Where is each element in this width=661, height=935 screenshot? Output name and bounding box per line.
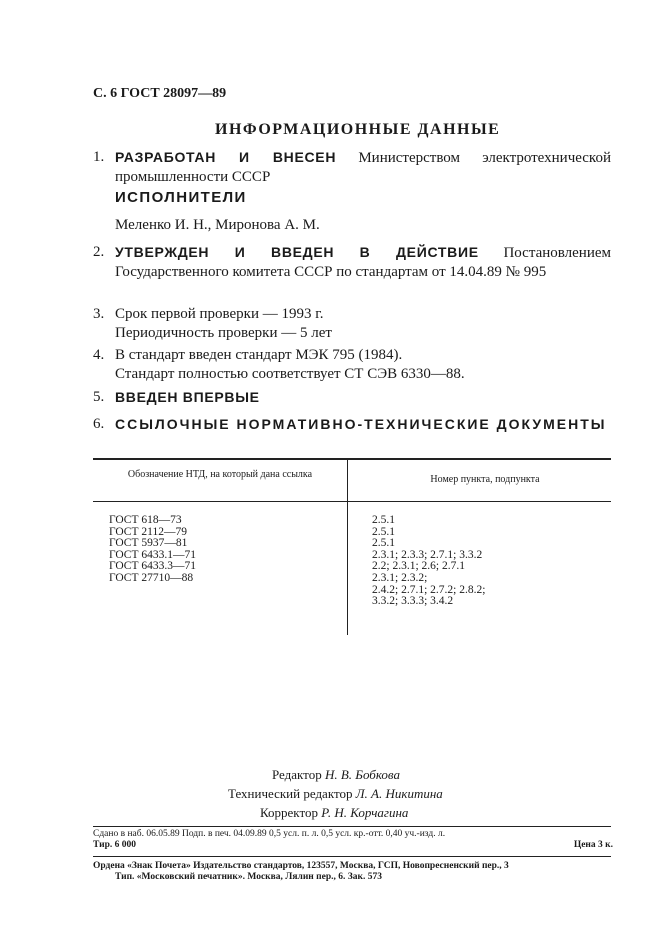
item-caps: ССЫЛОЧНЫЕ НОРМАТИВНО-ТЕХНИЧЕСКИЕ ДОКУМЕНТЫ — [115, 416, 607, 432]
table-cell: ГОСТ 618—73 — [109, 514, 182, 526]
imprint-line-1: Сдано в наб. 06.05.89 Подп. в печ. 04.09.89 0,5 усл. п. л. 0,5 усл. кр.-отт. 0,40 уч.-изд. л. — [93, 829, 446, 839]
item-text — [115, 243, 611, 282]
item-number: 4. — [93, 347, 105, 363]
executors-names: Меленко И. Н., Миронова А. М. — [115, 217, 320, 233]
table-cell: 3.3.2; 3.3.3; 3.4.2 — [372, 595, 454, 608]
table-cell: 2.5.1 — [372, 537, 395, 550]
table-cell: ГОСТ 6433.1—71 — [109, 548, 197, 561]
imprint-publisher: Ордена «Знак Почета» Издательство стандартов, 123557, Москва, ГСП, Новопресненский пер., 3 — [93, 861, 509, 871]
editor-name: Н. В. Бобкова — [324, 767, 400, 782]
table-header-col1: Обозначение НТД, на который дана ссылка — [127, 469, 313, 480]
item-number: 3. — [93, 306, 105, 322]
item-number: 6. — [93, 416, 105, 432]
tech-editor-name: Л. А. Никитина — [355, 786, 443, 801]
tech-editor-label: Технический редактор — [228, 786, 353, 801]
page-header: С. 6 ГОСТ 28097—89 — [93, 86, 227, 101]
info-item-3 — [93, 305, 611, 343]
table-cell: 2.3.1; 2.3.2; — [372, 571, 428, 584]
table-header-col2: Номер пункта, подпункта — [430, 474, 540, 485]
table-cell: 2.4.2; 2.7.1; 2.7.2; 2.8.2; — [372, 583, 486, 596]
item-number: 2. — [93, 244, 105, 260]
imprint-top-rule — [93, 826, 611, 827]
imprint-price: Цена 3 к. — [573, 840, 613, 850]
item-text — [115, 415, 611, 435]
table-top-rule — [93, 458, 611, 460]
info-item-2 — [93, 243, 611, 282]
table-cell: ГОСТ 2112—79 — [109, 525, 187, 538]
table-cell: ГОСТ 6433.3—71 — [109, 560, 197, 573]
item-line-2: Стандарт полностью соответствует СТ СЭВ 6330—88. — [115, 366, 465, 382]
table-cell: 2.5.1 — [372, 525, 395, 538]
item-line-2: Периодичность проверки — 5 лет — [115, 325, 332, 341]
executors-heading: ИСПОЛНИТЕЛИ — [115, 189, 247, 206]
info-item-6 — [93, 415, 611, 435]
table-cell: 2.5.1 — [372, 514, 395, 526]
imprint-printer: Тип. «Московский печатник». Москва, Лялин пер., 6. Зак. 573 — [115, 872, 382, 882]
table-cell: 2.3.1; 2.3.3; 2.7.1; 3.3.2 — [372, 548, 483, 561]
item-number: 5. — [93, 389, 105, 405]
item-caps: РАЗРАБОТАН И ВНЕСЕН — [115, 149, 337, 165]
item-line-1: В стандарт введен стандарт МЭК 795 (1984). — [115, 347, 403, 363]
table-cell: ГОСТ 27710—88 — [109, 571, 194, 584]
table-col2 — [372, 515, 485, 608]
table-header-rule — [93, 501, 611, 502]
table-col1 — [109, 515, 196, 585]
credits — [200, 765, 500, 822]
imprint-block-2 — [93, 861, 613, 883]
item-caps: ВВЕДЕН ВПЕРВЫЕ — [115, 389, 260, 405]
item-rest: Министерством электротехнической промышленности СССР — [115, 150, 611, 185]
editor-label: Редактор — [272, 767, 322, 782]
corrector-label: Корректор — [260, 805, 318, 820]
corrector-name: Р. Н. Корчагина — [321, 805, 409, 820]
info-item-5 — [93, 388, 611, 408]
item-line-1: Срок первой проверки — 1993 г. — [115, 306, 324, 322]
item-caps: УТВЕРЖДЕН И ВВЕДЕН В ДЕЙСТВИЕ — [115, 244, 479, 260]
info-item-4 — [93, 346, 611, 384]
imprint-circulation: Тир. 6 000 — [93, 840, 136, 850]
info-item-1 — [93, 148, 611, 187]
item-rest: Постановлением Государственного комитета СССР по стандартам от 14.04.89 № 995 — [115, 245, 611, 280]
item-number: 1. — [93, 149, 105, 165]
item-text — [115, 148, 611, 187]
imprint-block-1 — [93, 829, 613, 851]
section-title: ИНФОРМАЦИОННЫЕ ДАННЫЕ — [215, 121, 501, 138]
imprint-mid-rule — [93, 856, 611, 857]
table-column-divider — [347, 459, 348, 635]
table-cell: 2.2; 2.3.1; 2.6; 2.7.1 — [372, 560, 465, 573]
table-cell: ГОСТ 5937—81 — [109, 537, 188, 550]
